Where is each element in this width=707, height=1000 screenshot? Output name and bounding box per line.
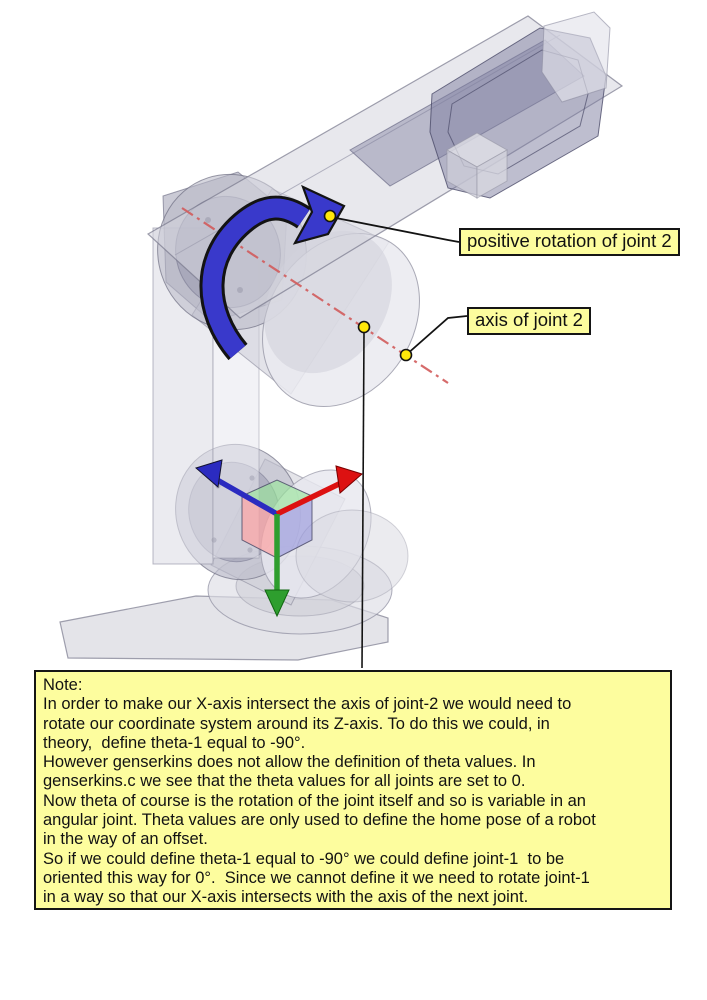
note-line: Now theta of course is the rotation of the joint itself and so is variable in an [43,791,586,810]
note-line: Note: [43,676,83,694]
note-line: theory, define theta-1 equal to -90°. [43,733,306,752]
note-line: So if we could define theta-1 equal to -90° we could define joint-1 to be [43,849,565,868]
note-line: in the way of an offset. [43,830,208,849]
marker-axis-point-near [359,322,370,333]
note-line: in a way so that our X-axis intersects with the axis of the next joint. [43,888,529,907]
note-line: angular joint. Theta values are only used to define the home pose of a robot [43,811,596,830]
note-line: However genserkins does not allow the definition of theta values. In [43,753,536,772]
marker-rotation-point [325,211,336,222]
note-line: In order to make our X-axis intersect the axis of joint-2 we would need to [43,695,572,714]
joint1-housing-bulge [296,510,408,602]
note-line: rotate our coordinate system around its Z-axis. To do this we could, in [43,714,550,733]
callout-rotation-label: positive rotation of joint 2 [459,228,680,256]
note-line: genserkins.c we see that the theta values for all joints are set to 0. [43,772,526,791]
callout-axis-label: axis of joint 2 [467,307,591,335]
marker-axis-point-far [401,350,412,361]
note-box [34,670,672,910]
note-line: oriented this way for 0°. Since we cannot define it we need to rotate joint-1 [43,868,590,887]
